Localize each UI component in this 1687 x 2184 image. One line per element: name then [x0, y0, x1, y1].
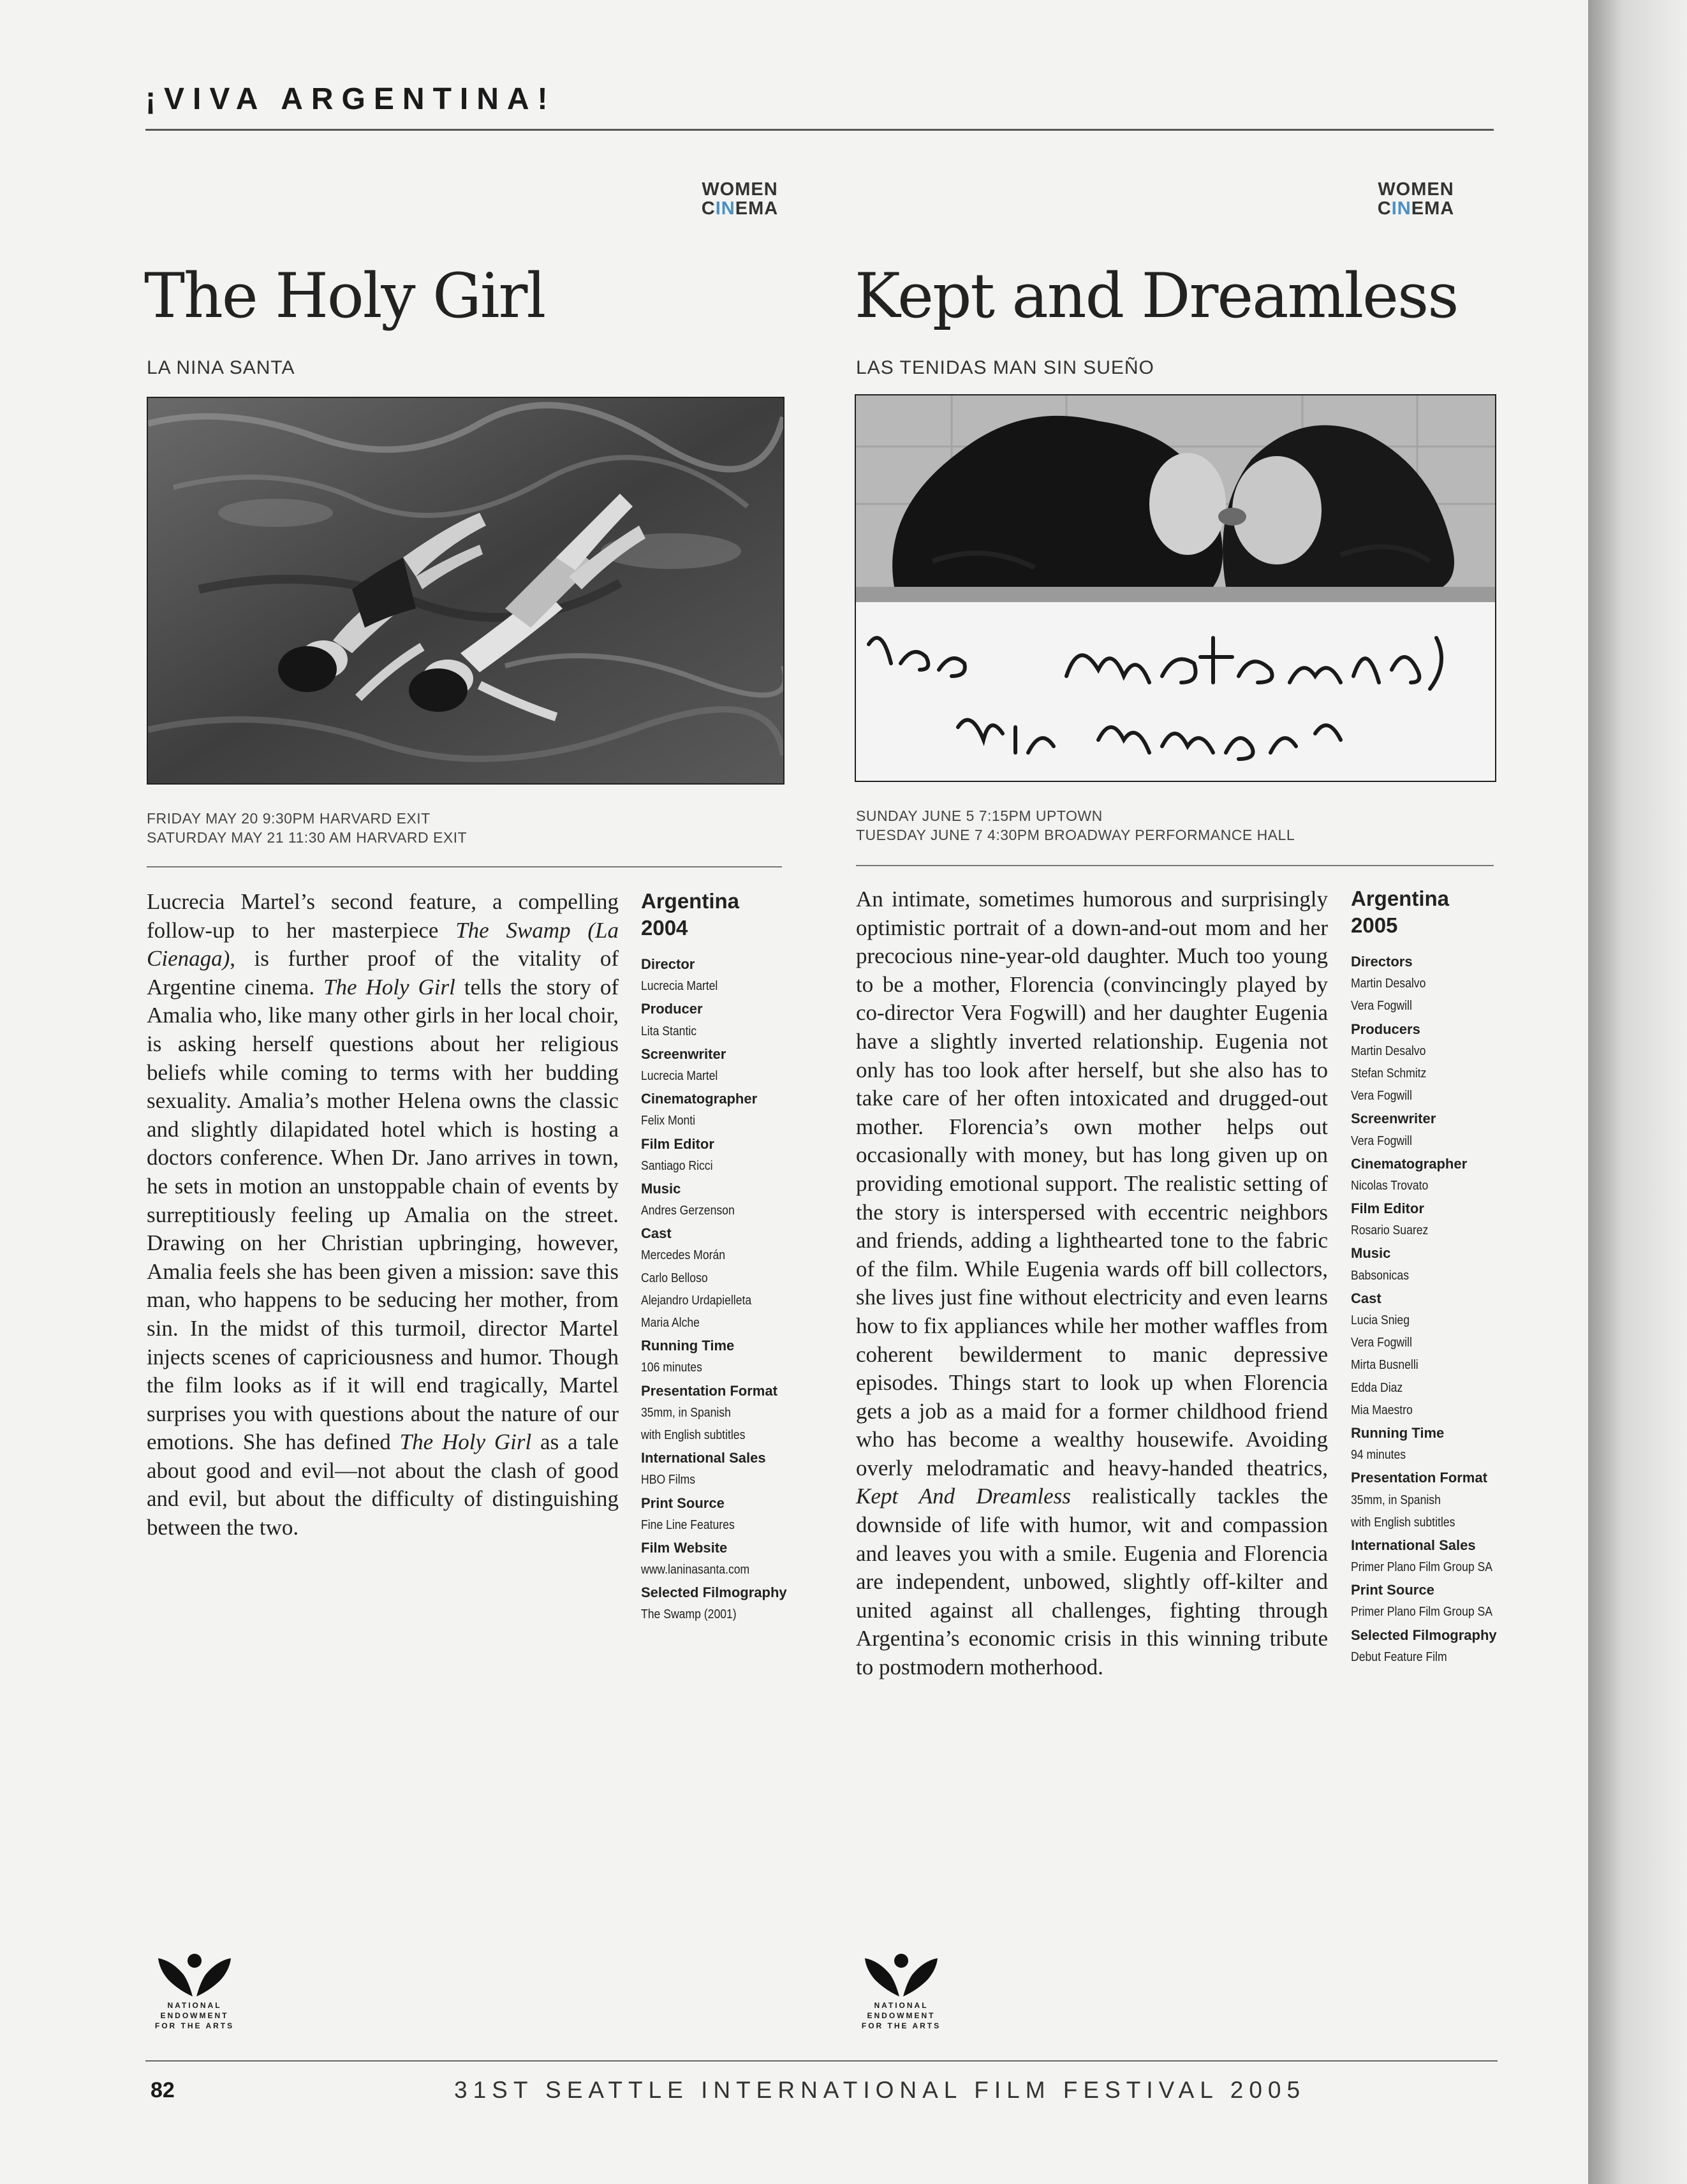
credit-value: Babsonicas: [1351, 1268, 1409, 1283]
film-credits: Argentina 2004 Director Lucrecia Martel Producer Lita Stantic Screenwriter Lucrecia Martel Cinematographer Felix Monti Film Editor Santiago Ricci Music Andres Gerzenson Cast Mercedes Morán Carlo Belloso Alejandro Urdapielleta Maria Alche Running Time 106 minutes Presentation Format 35mm, in Spanish with English subtitles International Sales HBO Films Print Source Fine Line Features Film Website www.laninasanta.com Selected Filmography The Swamp (2001): [641, 888, 781, 1627]
credit-value: Primer Plano Film Group SA: [1351, 1560, 1493, 1575]
film-credits: Argentina 2005 Directors Martin Desalvo Vera Fogwill Producers Martin Desalvo Stefan Schmitz Vera Fogwill Screenwriter Vera Fogwill Cinematographer Nicolas Trovato Film Editor Rosario Suarez Music Babsonicas Cast Lucia Snieg Vera Fogwill Mirta Busnelli Edda Diaz Mia Maestro Running Time 94 minutes Presentation Format 35mm, in Spanish with English subtitles International Sales Primer Plano Film Group SA Print Source Primer Plano Film Group SA Selected Filmography Debut Feature Film: [1351, 885, 1498, 1669]
credit-value: 94 minutes: [1351, 1448, 1406, 1463]
credit-label: Running Time: [641, 1338, 735, 1354]
credit-value: Vera Fogwill: [1351, 1089, 1412, 1103]
credit-label: Film Editor: [641, 1135, 714, 1152]
credit-label: Screenwriter: [1351, 1110, 1436, 1127]
credit-label: Screenwriter: [641, 1045, 726, 1062]
credit-label: International Sales: [1351, 1537, 1476, 1553]
credit-label: Cast: [641, 1225, 672, 1242]
credit-value: Edda Diaz: [1351, 1380, 1403, 1395]
page-gutter: [1588, 0, 1687, 2184]
credit-value: 35mm, in Spanish: [641, 1405, 731, 1420]
credit-value: Felix Monti: [641, 1114, 696, 1128]
header-rule: [145, 129, 1494, 131]
film-still-photo: [855, 394, 1496, 782]
film-description: [856, 885, 1328, 1682]
credit-value: Nicolas Trovato: [1351, 1178, 1429, 1193]
film-still-photo: [147, 397, 785, 785]
credit-label: Producer: [641, 1001, 703, 1017]
credit-value: Martin Desalvo: [1351, 977, 1426, 991]
credit-value: Fine Line Features: [641, 1517, 735, 1532]
italic-title: The Swamp (La Cienaga): [147, 917, 619, 971]
credit-value: Vera Fogwill: [1351, 1336, 1412, 1350]
credit-value: HBO Films: [641, 1473, 696, 1487]
italic-title: The Holy Girl: [323, 974, 455, 1000]
bathtub-scene-image: [856, 395, 1495, 781]
credit-value: Lita Stantic: [641, 1024, 697, 1038]
description-text: realistically tackles the downside of life with humor, wit and compassion and leaves you with a smile. Eugenia and Florencia are independent, unbowed, slightly off-kilter and united against all challenges, fighting through Argentina’s economic crisis in this winning tribute to postmodern motherhood.: [856, 1484, 1328, 1680]
nea-emblem-icon: [860, 1952, 943, 2000]
credit-label: Cinematographer: [1351, 1155, 1468, 1172]
credit-label: Presentation Format: [641, 1382, 777, 1399]
credit-label: Music: [641, 1180, 681, 1197]
italic-title: Kept And Dreamless: [856, 1484, 1071, 1509]
credit-label: Music: [1351, 1245, 1391, 1262]
pool-scene-image: [148, 398, 783, 783]
nea-emblem-icon: [153, 1952, 236, 2000]
film-original-title: LAS TENIDAS MAN SIN SUEÑO: [856, 357, 1154, 378]
section-header: ¡VIVA ARGENTINA!: [145, 82, 556, 116]
women-cinema-badge: WOMEN CINEMA: [1377, 179, 1455, 219]
nea-logo: NATIONAL ENDOWMENT FOR THE ARTS: [860, 1952, 943, 2031]
screening-times: SUNDAY JUNE 5 7:15PM UPTOWN TUESDAY JUNE 7 4:30PM BROADWAY PERFORMANCE HALL: [856, 808, 1295, 843]
description-text: Lucrecia Martel’s second feature, a compelling follow-up to her masterpiece: [147, 889, 619, 943]
credit-label: Cast: [1351, 1290, 1381, 1306]
credit-value: Lucia Snieg: [1351, 1313, 1410, 1327]
footer-rule: [145, 2060, 1498, 2062]
divider: [147, 866, 782, 867]
film-description: [147, 888, 619, 1542]
credit-value: with English subtitles: [1351, 1515, 1455, 1530]
credit-value: Stefan Schmitz: [1351, 1066, 1427, 1081]
credit-label: Selected Filmography: [641, 1584, 787, 1601]
credit-value: with English subtitles: [641, 1428, 746, 1442]
page-number: 82: [151, 2078, 175, 2102]
credit-label: Presentation Format: [1351, 1470, 1487, 1486]
credit-label: Film Editor: [1351, 1200, 1424, 1217]
credit-value: 106 minutes: [641, 1361, 702, 1375]
credit-label: Print Source: [1351, 1582, 1434, 1598]
women-cinema-badge: WOMEN CINEMA: [701, 179, 779, 219]
credit-value: Maria Alche: [641, 1316, 700, 1330]
credit-label: Cinematographer: [641, 1091, 758, 1107]
credit-value: Mercedes Morán: [641, 1248, 726, 1263]
description-text: An intimate, sometimes humorous and surprisingly optimistic portrait of a down-and-out mom and her precocious nine-year-old daughter. Much too young to be a mother, Florencia (convincingly played by co-director Vera Fogwill) and her daughter Eugenia have a slightly inverted relationship. Eugenia not only has too look after herself, but she also has to take care of her often intoxicated and drugged-out mother. Florencia’s own mother helps out occasionally with money, but has long given up on providing emotional support. The realistic setting of the story is interspersed with eccentric neighbors and friends, adding a lighthearted tone to the fabric of the film. While Eugenia wards off bill collectors, she lives just fine without electricity and even learns how to fix appliances while her mother waffles from coherent bewilderment to manic depressive episodes. Things start to look up when Florencia gets a job as a maid for a former childhood friend who has become a wealthy housewife. Avoiding overly melodramatic and heavy-handed theatrics,: [856, 887, 1328, 1480]
screening-times: FRIDAY MAY 20 9:30PM HARVARD EXIT SATURDAY MAY 21 11:30 AM HARVARD EXIT: [147, 810, 468, 846]
credit-value: 35mm, in Spanish: [1351, 1493, 1441, 1507]
description-text: as a tale about good and evil—not about the clash of good and evil, but about the difficulty of distinguishing between the two.: [147, 1429, 619, 1540]
credit-value: Primer Plano Film Group SA: [1351, 1605, 1493, 1620]
credit-label: Producers: [1351, 1021, 1420, 1037]
credit-value: www.laninasanta.com: [641, 1563, 750, 1577]
credit-label: Running Time: [1351, 1424, 1445, 1441]
festival-name: 31ST SEATTLE INTERNATIONAL FILM FESTIVAL 2005: [454, 2077, 1306, 2103]
credit-value: Vera Fogwill: [1351, 1133, 1412, 1148]
credit-value: The Swamp (2001): [641, 1607, 737, 1622]
film-original-title: LA NINA SANTA: [147, 357, 295, 378]
credit-value: Vera Fogwill: [1351, 999, 1412, 1014]
credit-label: Film Website: [641, 1539, 728, 1556]
film-title: Kept and Dreamless: [855, 260, 1458, 332]
credit-label: Print Source: [641, 1494, 725, 1511]
credit-label: International Sales: [641, 1450, 766, 1466]
credit-value: Santiago Ricci: [641, 1158, 713, 1173]
credit-value: Carlo Belloso: [641, 1271, 708, 1285]
credit-value: Debut Feature Film: [1351, 1649, 1447, 1664]
credit-value: Mirta Busnelli: [1351, 1358, 1418, 1373]
credit-value: Andres Gerzenson: [641, 1204, 735, 1218]
italic-title: The Holy Girl: [399, 1429, 532, 1455]
credit-label: Selected Filmography: [1351, 1627, 1497, 1643]
divider: [856, 865, 1494, 866]
credit-value: Alejandro Urdapielleta: [641, 1293, 752, 1308]
description-text: , is further proof of the vitality of Argentine cinema.: [147, 946, 619, 1000]
credit-value: Martin Desalvo: [1351, 1044, 1426, 1058]
credit-label: Directors: [1351, 954, 1413, 970]
credit-value: Mia Maestro: [1351, 1403, 1413, 1417]
credit-value: Rosario Suarez: [1351, 1223, 1429, 1238]
nea-logo: NATIONAL ENDOWMENT FOR THE ARTS: [153, 1952, 236, 2031]
description-text: tells the story of Amalia who, like many other girls in her local choir, is asking herself questions about her religious beliefs while coming to terms with her budding sexuality. Amalia’s mother Helena owns the classic and slightly dilapidated hotel which is hosting a doctors conference. When Dr. Jano arrives in town, he sets in motion an unstoppable chain of events by surreptitiously feeling up Amalia on the street. Drawing on her Christian upbringing, however, Amalia feels she has been given a mission: save this man, who happens to be seducing her mother, from sin. In the midst of this turmoil, director Martel injects scenes of capriciousness and humor. Though the film looks as if it will end tragically, Martel surprises you with questions about the nature of our emotions. She has defined: [147, 974, 619, 1455]
film-title: The Holy Girl: [144, 260, 545, 332]
credit-value: Lucrecia Martel: [641, 979, 718, 994]
credit-label: Director: [641, 956, 695, 972]
credit-value: Lucrecia Martel: [641, 1068, 718, 1083]
